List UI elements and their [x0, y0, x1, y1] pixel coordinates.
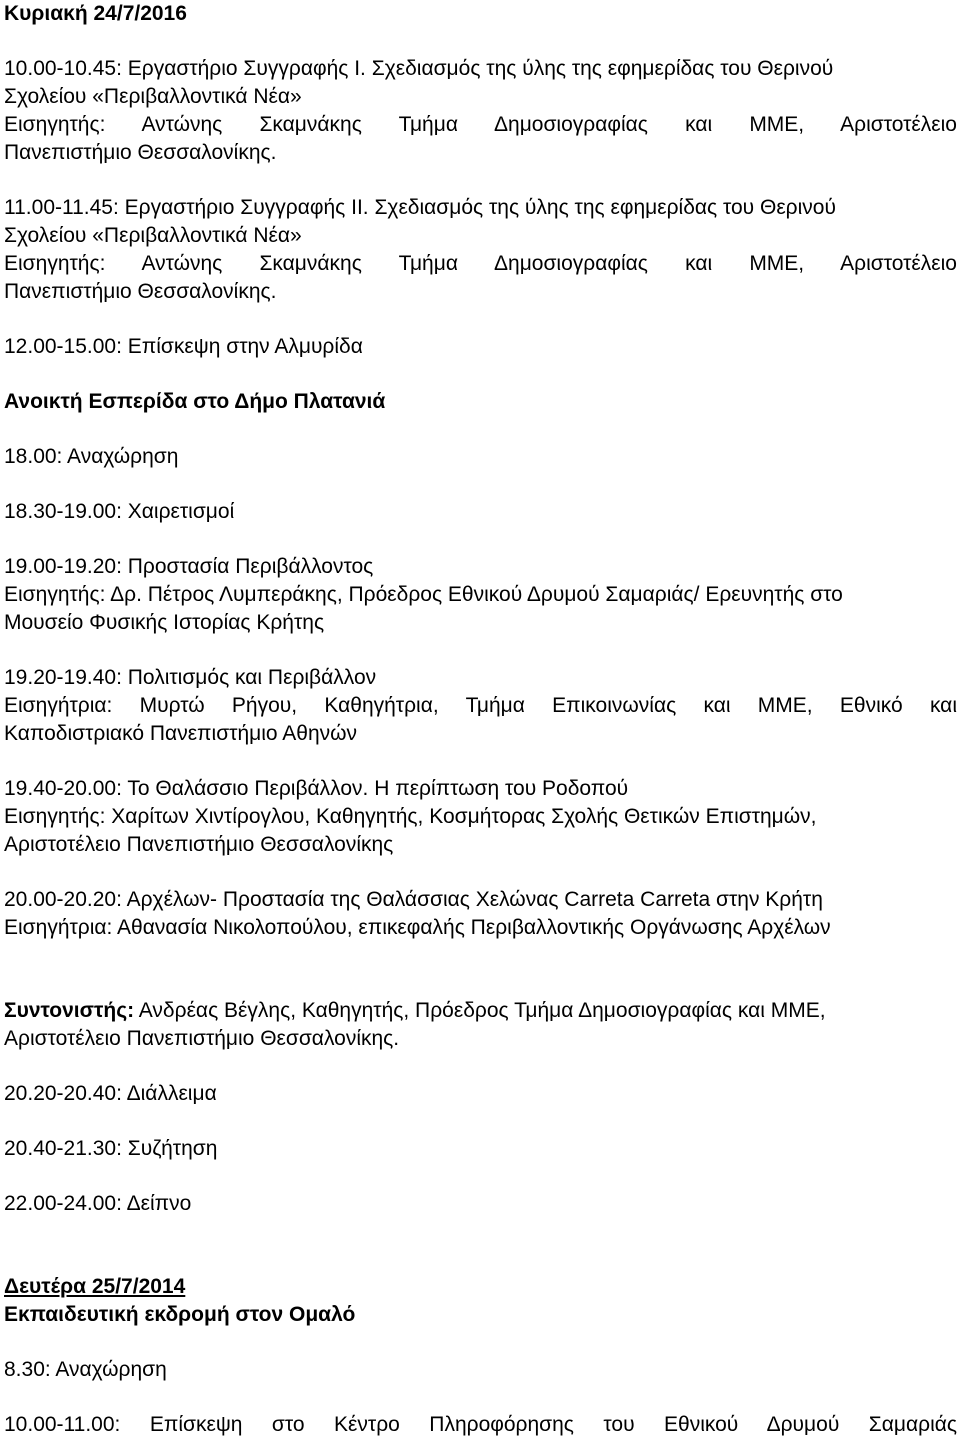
discussion — [4, 1135, 957, 1163]
workshop-1-line-1: 10.00-10.45: Εργαστήριο Συγγραφής Ι. Σχεδιασμός της ύλης της εφημερίδας του Θερινού — [4, 57, 834, 80]
workshop-2-line-2: Σχολείου «Περιβαλλοντικά Νέα» — [4, 224, 302, 247]
coordinator-label: Συντονιστής: — [4, 999, 135, 1022]
talk-culture-environment — [4, 664, 957, 748]
greetings — [4, 498, 957, 526]
coordinator — [4, 997, 957, 1053]
coordinator-line-2: Αριστοτέλειο Πανεπιστήμιο Θεσσαλονίκης. — [4, 1027, 400, 1050]
workshop-1-line-3: Εισηγητής: Αντώνης Σκαμνάκης Τμήμα Δημοσιογραφίας και ΜΜΕ, Αριστοτέλειο — [4, 113, 957, 136]
workshop-2-line-3: Εισηγητής: Αντώνης Σκαμνάκης Τμήμα Δημοσιογραφίας και ΜΜΕ, Αριστοτέλειο — [4, 252, 957, 275]
dinner — [4, 1190, 957, 1218]
monday-date-heading: Δευτέρα 25/7/2014 — [4, 1275, 186, 1298]
talk-2-line-1: 19.20-19.40: Πολιτισμός και Περιβάλλον — [4, 666, 377, 689]
almyrida-visit — [4, 333, 957, 361]
greetings-line: 18.30-19.00: Χαιρετισμοί — [4, 500, 235, 523]
talk-2-line-3: Καποδιστριακό Πανεπιστήμιο Αθηνών — [4, 722, 358, 745]
talk-environment-protection — [4, 553, 957, 637]
workshop-1-line-2: Σχολείου «Περιβαλλοντικά Νέα» — [4, 85, 302, 108]
monday-visit-line: 10.00-11.00: Επίσκεψη στο Κέντρο Πληροφόρησης του Εθνικού Δρυμού Σαμαριάς — [4, 1413, 957, 1436]
monday-excursion-heading: Εκπαιδευτική εκδρομή στον Ομαλό — [4, 1303, 356, 1326]
discussion-line: 20.40-21.30: Συζήτηση — [4, 1137, 218, 1160]
monday-departure-line: 8.30: Αναχώρηση — [4, 1358, 167, 1381]
talk-marine-environment — [4, 775, 957, 859]
talk-2-line-2: Εισηγήτρια: Μυρτώ Ρήγου, Καθηγήτρια, Τμήμα Επικοινωνίας και ΜΜΕ, Εθνικό και — [4, 694, 957, 717]
coordinator-name: Ανδρέας Βέγλης, Καθηγητής, Πρόεδρος Τμήμα Δημοσιογραφίας και ΜΜΕ, — [134, 999, 826, 1022]
sunday-date — [4, 0, 957, 28]
evening-departure-line: 18.00: Αναχώρηση — [4, 445, 179, 468]
workshop-1 — [4, 55, 957, 167]
evening-session-title — [4, 388, 957, 416]
talk-1-line-1: 19.00-19.20: Προστασία Περιβάλλοντος — [4, 555, 374, 578]
dinner-line: 22.00-24.00: Δείπνο — [4, 1192, 192, 1215]
workshop-2 — [4, 194, 957, 306]
almyrida-visit-line: 12.00-15.00: Επίσκεψη στην Αλμυρίδα — [4, 335, 363, 358]
break — [4, 1080, 957, 1108]
sunday-date-heading: Κυριακή 24/7/2016 — [4, 2, 187, 25]
talk-1-line-3: Μουσείο Φυσικής Ιστορίας Κρήτης — [4, 611, 325, 634]
talk-4-line-1: 20.00-20.20: Αρχέλων- Προστασία της Θαλάσσιας Χελώνας Carreta Carreta στην Κρήτη — [4, 888, 823, 911]
workshop-1-line-4: Πανεπιστήμιο Θεσσαλονίκης. — [4, 141, 277, 164]
program-document — [4, 0, 957, 1439]
break-line: 20.20-20.40: Διάλλειμα — [4, 1082, 217, 1105]
talk-3-line-1: 19.40-20.00: Το Θαλάσσιο Περιβάλλον. Η περίπτωση του Ροδοπού — [4, 777, 629, 800]
monday-visit — [4, 1411, 957, 1439]
talk-3-line-3: Αριστοτέλειο Πανεπιστήμιο Θεσσαλονίκης — [4, 833, 394, 856]
monday-header — [4, 1273, 957, 1329]
talk-1-line-2: Εισηγητής: Δρ. Πέτρος Λυμπεράκης, Πρόεδρος Εθνικού Δρυμού Σαμαριάς/ Ερευνητής στο — [4, 583, 843, 606]
talk-archelon — [4, 886, 957, 942]
workshop-2-line-4: Πανεπιστήμιο Θεσσαλονίκης. — [4, 280, 277, 303]
monday-departure — [4, 1356, 957, 1384]
evening-departure — [4, 443, 957, 471]
talk-4-line-2: Εισηγήτρια: Αθανασία Νικολοπούλου, επικεφαλής Περιβαλλοντικής Οργάνωσης Αρχέλων — [4, 916, 831, 939]
talk-3-line-2: Εισηγητής: Χαρίτων Χιντίρογλου, Καθηγητής, Κοσμήτορας Σχολής Θετικών Επιστημών, — [4, 805, 817, 828]
evening-session-heading: Ανοικτή Εσπερίδα στο Δήμο Πλατανιά — [4, 390, 386, 413]
workshop-2-line-1: 11.00-11.45: Εργαστήριο Συγγραφής ΙΙ. Σχεδιασμός της ύλης της εφημερίδας του Θερινού — [4, 196, 836, 219]
